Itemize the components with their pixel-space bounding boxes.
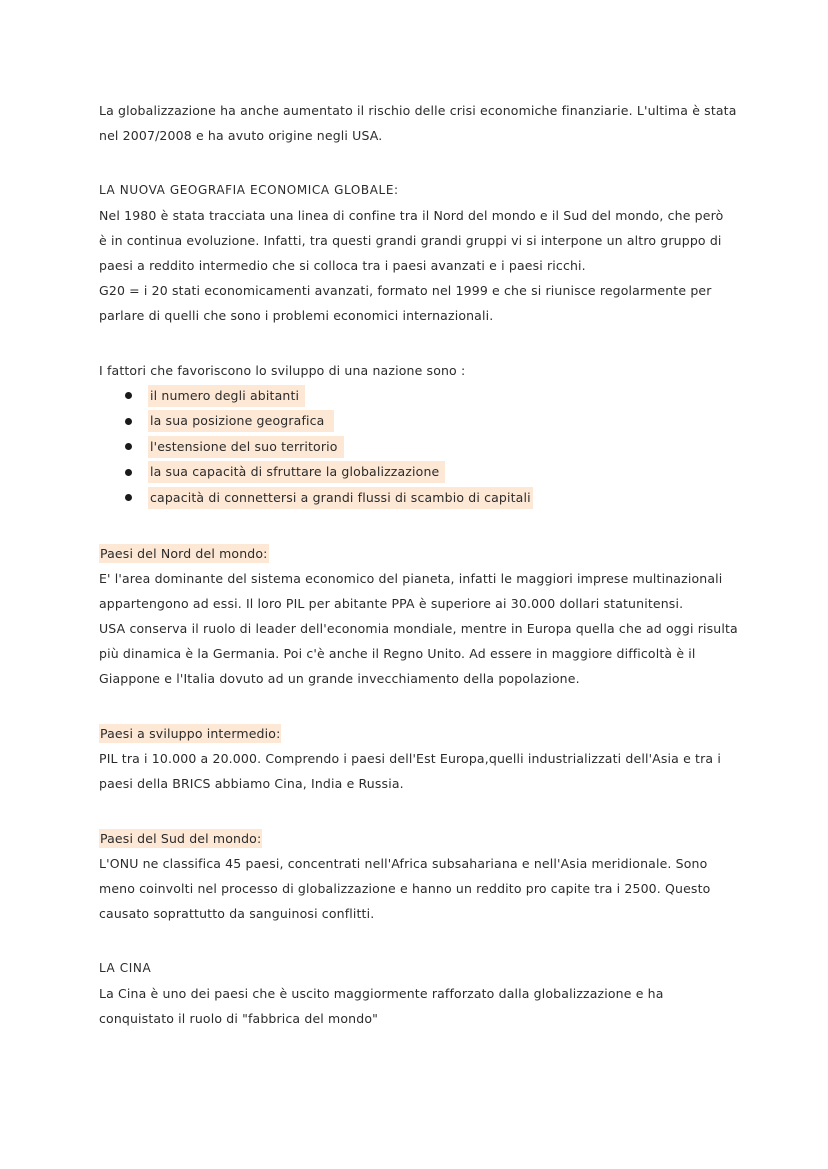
text-line: paesi della BRICS abbiamo Cina, India e Russia.	[99, 775, 404, 791]
section-heading: LA NUOVA GEOGRAFIA ECONOMICA GLOBALE:	[99, 183, 399, 197]
text-line: Nel 1980 è stata tracciata una linea di confine tra il Nord del mondo e il Sud del mondo, che però	[99, 208, 724, 223]
text-line: E' l'area dominante del sistema economico del pianeta, infatti le maggiori imprese multinazionali	[99, 570, 723, 586]
list-item-text: capacità di connettersi a grandi flussi di scambio di capitali	[148, 487, 533, 509]
text-line: parlare di quelli che sono i problemi economici internazionali.	[99, 308, 494, 323]
text-line: La Cina è uno dei paesi che è uscito maggiormente rafforzato dalla globalizzazione e ha	[99, 985, 664, 1001]
text-line: La globalizzazione ha anche aumentato il rischio delle crisi economiche finanziarie. L'ultima è stata	[99, 103, 737, 118]
section-heading: Paesi a sviluppo intermedio:	[100, 725, 281, 741]
bullet-icon	[125, 392, 132, 399]
list-item	[99, 434, 721, 460]
list-item	[99, 383, 721, 409]
text-line: causato soprattutto da sanguinosi conflitti.	[99, 905, 375, 921]
text-line: nel 2007/2008 e ha avuto origine negli USA.	[99, 128, 383, 143]
text-line: appartengono ad essi. Il loro PIL per abitante PPA è superiore ai 30.000 dollari statunitensi.	[99, 595, 684, 611]
nord-section	[99, 541, 738, 691]
text-line: meno coinvolti nel processo di globalizzazione e hanno un reddito pro capite tra i 2500. Questo	[99, 880, 711, 896]
section-heading: LA CINA	[99, 960, 152, 975]
bullet-icon	[125, 443, 132, 450]
list-intro: I fattori che favoriscono lo sviluppo di una nazione sono :	[99, 363, 466, 378]
section-heading: Paesi del Nord del mondo:	[100, 545, 268, 561]
bullet-icon	[125, 418, 132, 425]
bullet-icon	[125, 494, 132, 501]
sud-section	[99, 826, 721, 926]
list-item	[99, 460, 721, 486]
cina-section	[99, 956, 721, 1031]
factors-list	[99, 383, 721, 511]
text-line: conquistato il ruolo di "fabbrica del mondo"	[99, 1010, 379, 1026]
list-item-text: la sua posizione geografica	[148, 410, 334, 432]
text-line: L'ONU ne classifica 45 paesi, concentrati nell'Africa subsahariana e nell'Asia meridionale. Sono	[99, 855, 708, 871]
text-line: USA conserva il ruolo di leader dell'economia mondiale, mentre in Europa quella che ad oggi risulta	[99, 620, 738, 636]
intermedio-section	[99, 721, 721, 796]
document-page	[99, 98, 738, 1031]
section-heading: Paesi del Sud del mondo:	[100, 830, 262, 846]
text-line: Giappone e l'Italia dovuto ad un grande invecchiamento della popolazione.	[99, 670, 580, 686]
list-item	[99, 485, 721, 511]
text-line: più dinamica è la Germania. Poi c'è anche il Regno Unito. Ad essere in maggiore difficoltà è il	[99, 645, 696, 661]
fattori-section	[99, 358, 721, 511]
list-item	[99, 409, 721, 435]
list-item-text: l'estensione del suo territorio	[148, 436, 344, 458]
nuova-geografia-section	[99, 178, 724, 328]
text-line: PIL tra i 10.000 a 20.000. Comprendo i paesi dell'Est Europa,quelli industrializzati dell'Asia e tra i	[99, 750, 721, 766]
bullet-icon	[125, 469, 132, 476]
text-line: G20 = i 20 stati economicamenti avanzati, formato nel 1999 e che si riunisce regolarmente per	[99, 283, 712, 298]
text-line: è in continua evoluzione. Infatti, tra questi grandi grandi gruppi vi si interpone un altro gruppo di	[99, 233, 722, 248]
intro-paragraph	[99, 98, 737, 148]
list-item-text: la sua capacità di sfruttare la globalizzazione	[148, 461, 445, 483]
text-line: paesi a reddito intermedio che si colloca tra i paesi avanzati e i paesi ricchi.	[99, 258, 586, 273]
list-item-text: il numero degli abitanti	[148, 385, 305, 407]
